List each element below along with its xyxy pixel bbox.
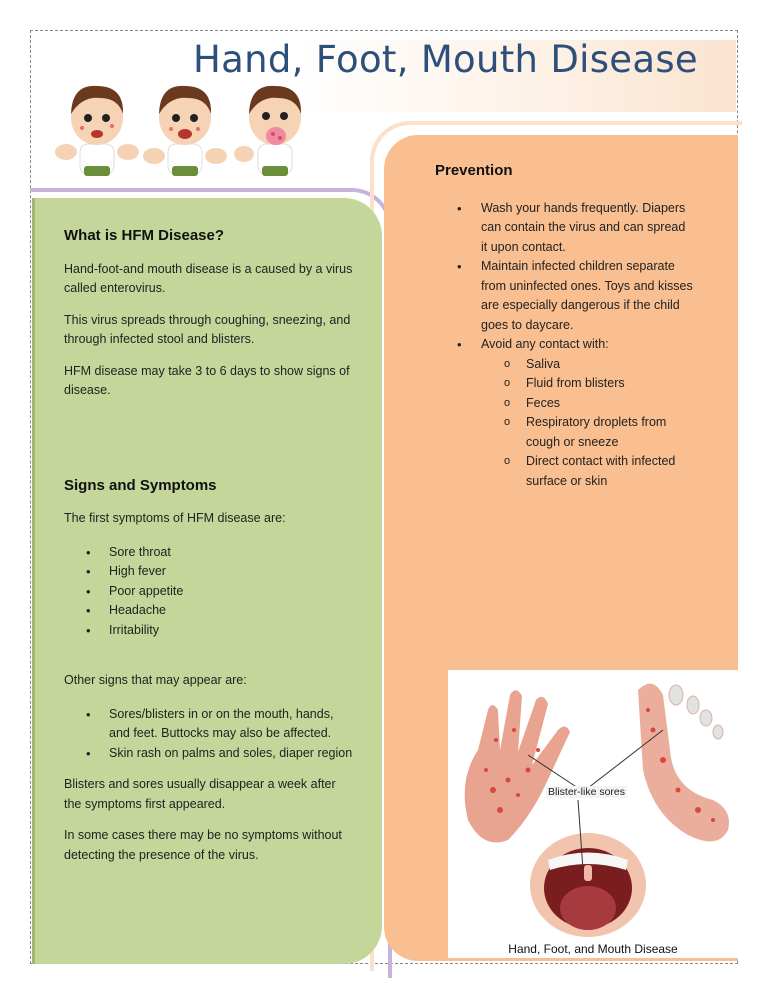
- list-item: o Feces: [435, 394, 695, 414]
- avoid-list: [435, 355, 695, 492]
- paragraph: Other signs that may appear are:: [64, 673, 247, 687]
- list-item: • Avoid any contact with:: [435, 335, 695, 355]
- medical-illustration: [448, 670, 738, 958]
- section-heading: What is HFM Disease?: [64, 227, 225, 244]
- section-heading: Signs and Symptoms: [64, 476, 217, 494]
- prevention-list: [435, 199, 695, 355]
- paragraph: HFM disease may take 3 to 6 days to show signs of disease.: [64, 363, 350, 397]
- list-item: • High fever: [64, 562, 354, 582]
- sick-child-icon: [140, 74, 230, 184]
- list-item: o Respiratory droplets from cough or sneeze: [435, 413, 695, 452]
- list-item: o Fluid from blisters: [435, 374, 695, 394]
- paragraph: Blisters and sores usually disappear a week after the symptoms first appeared.: [64, 777, 336, 811]
- page-title: Hand, Foot, Mouth Disease: [193, 38, 698, 81]
- list-item: • Sores/blisters in or on the mouth, hands, and feet. Buttocks may also be affected.: [64, 705, 354, 744]
- paragraph: This virus spreads through coughing, sneezing, and through infected stool and blisters.: [64, 312, 351, 346]
- list-item: • Maintain infected children separate from uninfected ones. Toys and kisses are especially dangerous if the child goes to daycare.: [435, 257, 695, 335]
- paragraph: Hand-foot-and mouth disease is a caused by a virus called enterovirus.: [64, 261, 353, 295]
- paragraph: The first symptoms of HFM disease are:: [64, 511, 286, 525]
- list-item: • Poor appetite: [64, 582, 354, 602]
- sick-child-icon: [230, 74, 320, 184]
- callout-label: Blister-like sores: [548, 786, 626, 798]
- figure-caption: Hand, Foot, and Mouth Disease: [508, 942, 678, 956]
- list-item: o Direct contact with infected surface or skin: [435, 452, 695, 491]
- list-item: o Saliva: [435, 355, 695, 375]
- other-signs-list: [64, 705, 354, 764]
- right-column: [435, 161, 695, 491]
- paragraph: In some cases there may be no symptoms without detecting the presence of the virus.: [64, 828, 342, 862]
- list-item: • Wash your hands frequently. Diapers can contain the virus and can spread it upon contact.: [435, 199, 695, 258]
- section-heading: Prevention: [435, 162, 513, 179]
- symptom-list: [64, 543, 354, 641]
- kids-illustration: [52, 74, 322, 184]
- list-item: • Sore throat: [64, 543, 354, 563]
- list-item: • Skin rash on palms and soles, diaper region: [64, 744, 354, 764]
- list-item: • Headache: [64, 601, 354, 621]
- sick-child-icon: [52, 74, 142, 184]
- left-column: [64, 226, 354, 877]
- list-item: • Irritability: [64, 621, 354, 641]
